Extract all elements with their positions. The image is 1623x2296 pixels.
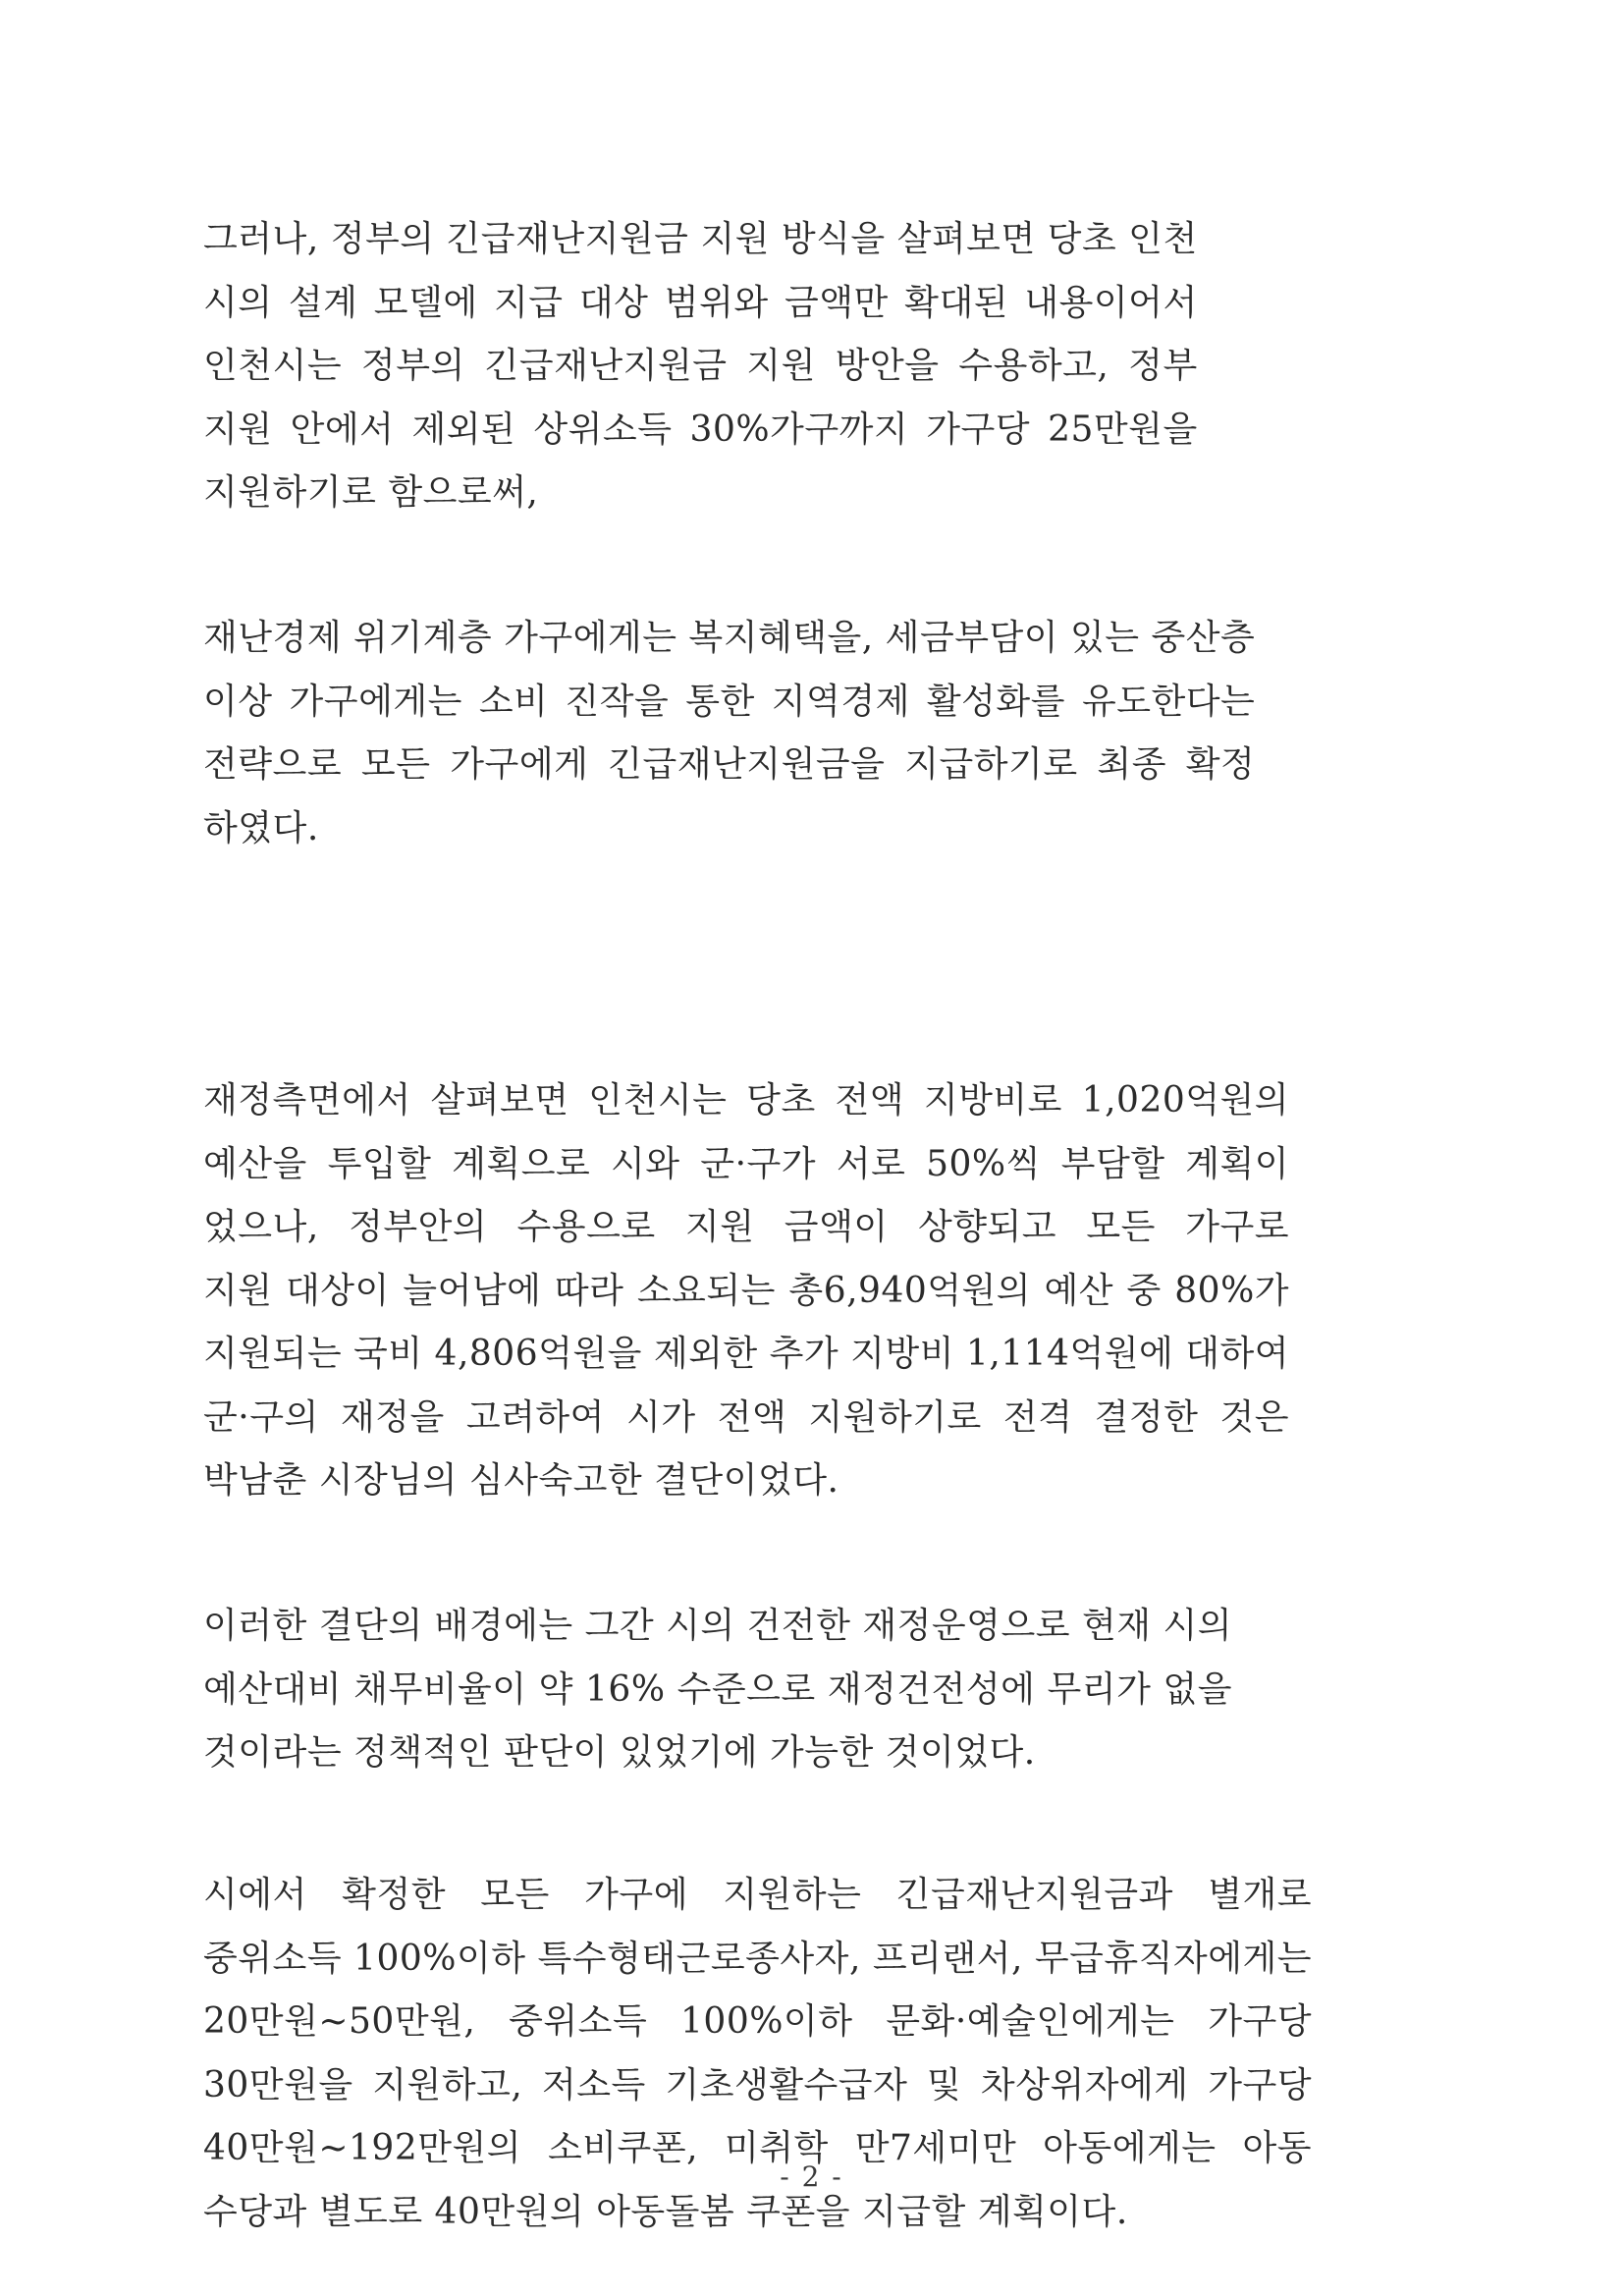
text-line: 그러나, 정부의 긴급재난지원금 지원 방식을 살펴보면 당초 인천	[203, 219, 1198, 259]
text-line: 중위소득 100%이하 특수형태근로종사자, 프리랜서, 무급휴직자에게는	[203, 1938, 1313, 1979]
text-line: 인천시는 정부의 긴급재난지원금 지원 방안을 수용하고, 정부	[203, 346, 1198, 386]
paragraph-decision-background	[203, 1595, 1232, 1785]
text-line: 었으나, 정부안의 수용으로 지원 금액이 상향되고 모든 가구로	[203, 1207, 1290, 1247]
text-line: 이상 가구에게는 소비 진작을 통한 지역경제 활성화를 유도한다는	[203, 681, 1256, 722]
text-line: 30만원을 지원하고, 저소득 기초생활수급자 및 차상위자에게 가구당	[203, 2064, 1313, 2105]
text-line: 수당과 별도로 40만원의 아동돌봄 쿠폰을 지급할 계획이다.	[203, 2191, 1128, 2232]
text-line: 시에서 확정한 모든 가구에 지원하는 긴급재난지원금과 별개로	[203, 1875, 1313, 1915]
text-line: 20만원~50만원, 중위소득 100%이하 문화·예술인에게는 가구당	[203, 2001, 1313, 2042]
text-line: 전략으로 모든 가구에게 긴급재난지원금을 지급하기로 최종 확정	[203, 744, 1256, 785]
text-line: 예산을 투입할 계획으로 시와 군·구가 서로 50%씩 부담할 계획이	[203, 1143, 1290, 1184]
text-line: 예산대비 채무비율이 약 16% 수준으로 재정건전성에 무리가 없을	[203, 1668, 1232, 1710]
text-line: 군·구의 재정을 고려하여 시가 전액 지원하기로 전격 결정한 것은	[203, 1396, 1290, 1438]
text-line: 이러한 결단의 배경에는 그간 시의 건전한 재정운영으로 현재 시의	[203, 1606, 1232, 1646]
paragraph-government-support-method	[203, 208, 1198, 525]
paragraph-fiscal-aspect	[203, 1069, 1289, 1513]
text-line: 재정측면에서 살펴보면 인천시는 당초 전액 지방비로 1,020억원의	[203, 1080, 1290, 1121]
paragraph-strategy	[203, 607, 1255, 860]
text-line: 박남춘 시장님의 심사숙고한 결단이었다.	[203, 1460, 839, 1501]
text-line: 지원 안에서 제외된 상위소득 30%가구까지 가구당 25만원을	[203, 409, 1198, 450]
text-line: 재난경제 위기계층 가구에게는 복지혜택을, 세금부담이 있는 중산층	[203, 618, 1256, 658]
page-number: - 2 -	[780, 2160, 843, 2193]
text-line: 지원하기로 함으로써,	[203, 472, 539, 513]
text-line: 40만원~192만원의 소비쿠폰, 미취학 만7세미만 아동에게는 아동	[203, 2128, 1313, 2168]
text-line: 시의 설계 모델에 지급 대상 범위와 금액만 확대된 내용이어서	[203, 282, 1198, 323]
text-line: 것이라는 정책적인 판단이 있었기에 가능한 것이었다.	[203, 1732, 1036, 1773]
text-line: 지원 대상이 늘어남에 따라 소요되는 총6,940억원의 예산 중 80%가	[203, 1270, 1290, 1311]
text-line: 하였다.	[203, 807, 319, 848]
text-line: 지원되는 국비 4,806억원을 제외한 추가 지방비 1,114억원에 대하여	[203, 1334, 1290, 1374]
